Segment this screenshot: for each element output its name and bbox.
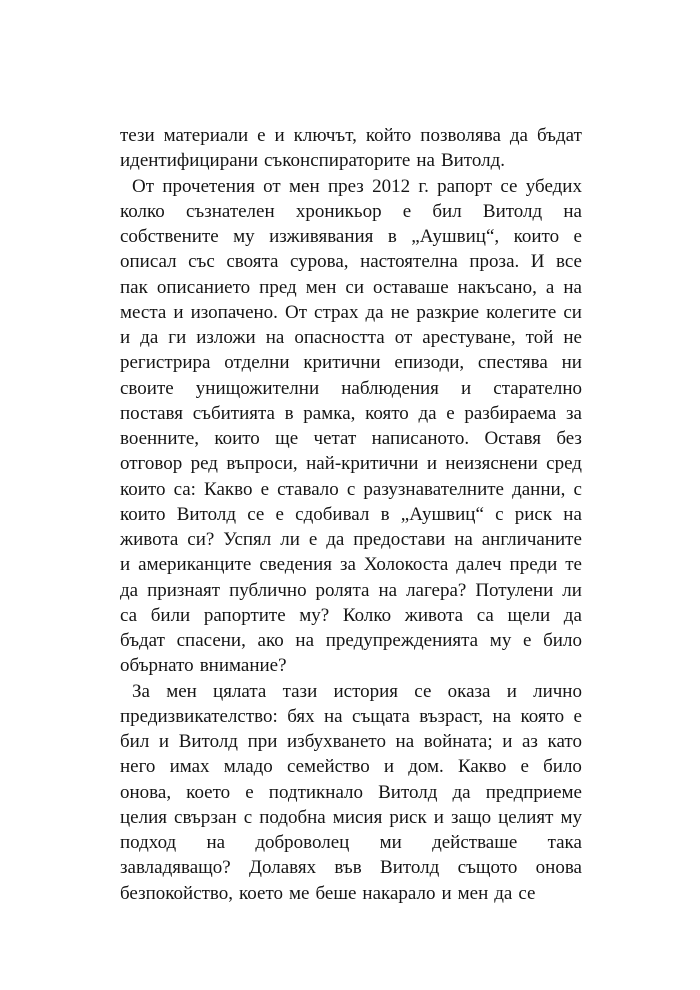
word: които <box>513 226 560 247</box>
word: имах <box>169 756 210 778</box>
word: ни <box>561 352 582 374</box>
word: с <box>243 806 253 828</box>
word: се <box>247 503 265 525</box>
word: е <box>275 503 284 525</box>
word: които <box>120 478 166 500</box>
text-line <box>120 780 582 805</box>
word: Витолд <box>378 781 438 803</box>
text-line <box>120 679 582 704</box>
word: Какво <box>457 756 507 778</box>
word: е <box>446 402 455 424</box>
word: същото <box>457 857 518 879</box>
word: са <box>120 604 138 626</box>
word: проза. <box>469 251 520 273</box>
word: на <box>563 276 582 298</box>
word: 2012 <box>372 175 411 197</box>
word: щели <box>507 604 551 626</box>
word: и <box>502 731 513 752</box>
word: е <box>245 781 254 803</box>
text-line <box>120 628 582 653</box>
word: ме <box>289 882 310 904</box>
word: старателно <box>493 377 582 399</box>
word: на <box>563 503 582 525</box>
text-line <box>120 123 582 148</box>
word: е <box>523 630 532 651</box>
word: публично <box>229 579 307 601</box>
word: младо <box>223 756 273 778</box>
word: си? <box>187 529 215 550</box>
word: му? <box>299 604 330 626</box>
word: да <box>509 125 528 146</box>
word: изопачено. <box>190 301 278 323</box>
word: и <box>158 731 170 752</box>
text-line <box>120 729 582 754</box>
word: страх <box>314 301 359 323</box>
word: да <box>418 402 437 424</box>
word: своите <box>120 377 174 399</box>
word: хроникьор <box>295 200 382 222</box>
text-line <box>120 451 582 476</box>
word: да <box>326 529 345 550</box>
word: За <box>132 680 150 702</box>
word: внимание? <box>199 655 287 677</box>
word: които <box>214 428 260 449</box>
word: Витолд. <box>440 150 506 172</box>
word: и <box>433 806 444 828</box>
word: ще <box>275 428 299 449</box>
word: да <box>365 301 384 323</box>
word: е <box>308 529 318 550</box>
word: със <box>188 251 215 273</box>
word: безпокойство, <box>120 882 234 904</box>
body-text <box>120 123 582 906</box>
word: неизяснени <box>445 453 538 475</box>
word: било <box>543 756 582 778</box>
word: да <box>452 781 471 803</box>
word: са <box>476 604 494 626</box>
word: Колко <box>342 604 392 626</box>
word: свързан <box>174 806 237 828</box>
text-line <box>120 653 582 678</box>
word: е <box>257 125 266 146</box>
word: далеч <box>456 554 502 576</box>
word: оказа <box>447 680 491 702</box>
word: който <box>365 125 412 146</box>
text-line <box>120 199 582 224</box>
word: онова <box>535 857 582 879</box>
word: убедих <box>525 175 582 197</box>
word: избухването <box>287 731 386 752</box>
text-line <box>120 401 582 426</box>
text-line <box>120 527 582 552</box>
word: колко <box>120 200 165 222</box>
word: в <box>284 402 294 424</box>
word: завладяващо? <box>120 857 231 879</box>
word: Холокоста <box>363 554 449 576</box>
word: е <box>573 226 582 247</box>
word: на <box>492 705 512 727</box>
word: материали <box>163 125 249 146</box>
word: войната; <box>423 731 493 752</box>
word: за <box>339 554 356 576</box>
word: на <box>395 731 415 752</box>
word: и <box>120 327 131 348</box>
word: бил <box>120 731 150 752</box>
word: спестява <box>477 352 548 374</box>
text-line <box>120 552 582 577</box>
word: се <box>414 680 432 702</box>
word: Витолд <box>482 200 543 222</box>
word: му <box>233 226 255 247</box>
text-line <box>120 350 582 375</box>
word: от <box>394 327 413 348</box>
word: наблюдения <box>341 377 439 399</box>
word: признаят <box>147 579 221 601</box>
word: лично <box>533 680 582 702</box>
word: мен <box>457 882 489 904</box>
word: англичаните <box>481 529 582 550</box>
word: са: <box>173 478 196 500</box>
word: защо <box>451 806 492 828</box>
word: събитията <box>192 402 275 424</box>
word: които <box>120 503 166 525</box>
word: като <box>547 731 582 752</box>
word: се <box>518 882 536 904</box>
word: прочетения <box>162 175 255 197</box>
text-line <box>120 578 582 603</box>
word: на <box>563 200 582 222</box>
word: доброволец <box>255 832 350 853</box>
word: на <box>265 327 285 348</box>
word: онова, <box>120 781 172 803</box>
word: без <box>556 428 582 449</box>
word: ги <box>168 327 187 348</box>
word: на <box>206 832 226 853</box>
word: цялата <box>213 680 267 702</box>
word: настоятелна <box>360 251 458 273</box>
word: американците <box>138 554 252 576</box>
text-line <box>120 325 582 350</box>
word: ключът, <box>293 125 357 146</box>
word: той <box>525 327 554 348</box>
word: бил <box>432 200 462 222</box>
word: собствените <box>120 226 219 247</box>
paragraph <box>120 174 582 679</box>
word: описал <box>120 251 177 273</box>
word: преди <box>509 554 558 576</box>
word: него <box>120 756 156 778</box>
word: дом. <box>408 756 444 778</box>
word: бъдат <box>536 125 582 146</box>
word: в <box>380 503 390 525</box>
word: поставя <box>120 402 184 424</box>
text-line <box>120 603 582 628</box>
word: аз <box>521 731 538 752</box>
word: и <box>120 554 131 576</box>
word: регистрира <box>120 352 211 374</box>
word: му <box>560 806 582 828</box>
word: риск <box>389 806 427 828</box>
word: на <box>416 150 435 172</box>
word: било <box>543 630 582 651</box>
text-line <box>120 704 582 729</box>
text-line <box>120 426 582 451</box>
word: което <box>186 781 231 803</box>
word: спасени, <box>176 630 246 651</box>
word: места <box>120 301 167 323</box>
word: предизвикателство: <box>120 705 278 727</box>
word: е <box>573 705 582 727</box>
text-line <box>120 830 582 855</box>
word: накъсано, <box>457 276 537 298</box>
word: ли <box>280 529 300 550</box>
word: подобна <box>259 806 326 828</box>
word: написаното. <box>371 428 470 449</box>
word: четат <box>313 428 357 449</box>
word: от <box>263 175 281 197</box>
word: риск <box>514 503 553 525</box>
word: подтикнало <box>268 781 364 803</box>
paragraph <box>120 123 582 174</box>
word: не <box>390 301 410 323</box>
word: рамка, <box>303 402 356 424</box>
word: да <box>563 604 582 626</box>
word: сред <box>546 453 582 475</box>
word: с <box>346 478 356 500</box>
text-line <box>120 174 582 199</box>
word: рапортите <box>203 604 286 626</box>
word: семейство <box>286 756 370 778</box>
word: най-критични <box>306 453 419 475</box>
word: във <box>334 857 362 879</box>
word: накарало <box>362 882 436 904</box>
word: Успял <box>223 529 272 550</box>
word: мисия <box>332 806 383 828</box>
word: предостави <box>353 529 446 550</box>
text-line <box>120 300 582 325</box>
word: в <box>387 226 397 247</box>
text-line <box>120 477 582 502</box>
word: и <box>426 453 437 475</box>
word: за <box>565 402 582 424</box>
word: Витолд <box>178 731 238 752</box>
word: обърнато <box>120 655 194 677</box>
word: и <box>383 756 395 778</box>
text-line <box>120 855 582 880</box>
word: разузнавателните <box>363 478 504 500</box>
word: предприеме <box>485 781 582 803</box>
word: мен <box>166 680 197 702</box>
word: критични <box>303 352 381 374</box>
word: Витолд <box>176 503 236 525</box>
word: колегите <box>486 301 557 323</box>
word: мен <box>289 175 320 197</box>
word: не <box>563 327 582 348</box>
text-line <box>120 148 582 173</box>
text-line <box>120 376 582 401</box>
word: Оставя <box>484 428 542 449</box>
word: съзнателен <box>185 200 275 222</box>
word: изживявания <box>269 226 374 247</box>
word: което <box>239 882 284 904</box>
word: описанието <box>156 276 251 298</box>
word: ми <box>379 832 402 853</box>
word: унищожителни <box>195 377 320 399</box>
word: предупрежденията <box>325 630 479 651</box>
word: рапорт <box>437 175 493 197</box>
word: и <box>461 377 472 399</box>
text-line <box>120 502 582 527</box>
word: с <box>573 478 582 500</box>
word: и <box>274 125 285 146</box>
word: отговор <box>120 453 183 475</box>
word: арестуване, <box>422 327 516 348</box>
word: отделни <box>224 352 290 374</box>
word: „Аушвиц“ <box>400 503 484 525</box>
word: пред <box>259 276 297 298</box>
word: съконспираторите <box>264 150 411 172</box>
word: разбираема <box>464 402 557 424</box>
word: оставаше <box>373 276 449 298</box>
word: целият <box>498 806 554 828</box>
word: през <box>327 175 364 197</box>
word: ред <box>190 453 218 475</box>
text-line <box>120 881 582 906</box>
word: ролята <box>315 579 370 601</box>
word: епизоди, <box>394 352 465 374</box>
word: лагера? <box>406 579 467 601</box>
paragraph <box>120 679 582 906</box>
text-line <box>120 249 582 274</box>
text-line <box>120 224 582 249</box>
word: с <box>495 503 504 525</box>
text-line <box>120 754 582 779</box>
word: на <box>454 529 473 550</box>
word: данни, <box>512 478 566 500</box>
word: на <box>324 705 343 727</box>
word: при <box>247 731 278 752</box>
word: същата <box>352 705 410 727</box>
word: живота <box>120 529 179 550</box>
word: пак <box>120 276 148 298</box>
word: и <box>173 301 184 323</box>
word: „Аушвиц“, <box>411 226 500 247</box>
word: бях <box>287 705 315 727</box>
word: се <box>500 175 518 197</box>
word: на <box>295 630 315 651</box>
word: на <box>378 579 398 601</box>
word: а <box>545 276 555 298</box>
word: позволява <box>420 125 501 146</box>
word: действаше <box>432 832 518 853</box>
word: мен <box>305 276 337 298</box>
word: която <box>520 705 565 727</box>
word: да <box>494 882 513 904</box>
word: разкрие <box>416 301 480 323</box>
word: подход <box>120 832 177 853</box>
word: сведения <box>259 554 332 576</box>
word: и <box>441 882 452 904</box>
word: възраст, <box>419 705 484 727</box>
word: е <box>260 478 269 500</box>
word: ли <box>562 579 582 601</box>
text-line <box>120 275 582 300</box>
word: си <box>345 276 364 298</box>
word: опасността <box>294 327 385 348</box>
word: целия <box>120 806 167 828</box>
word: история <box>333 680 399 702</box>
word: ако <box>257 630 284 651</box>
word: въпроси, <box>226 453 298 475</box>
word: изложи <box>196 327 256 348</box>
word: да <box>120 579 139 601</box>
word: И <box>530 251 545 273</box>
word: ставало <box>277 478 339 500</box>
word: която <box>365 402 409 424</box>
word: бъдат <box>120 630 165 651</box>
word: г. <box>418 175 429 197</box>
text-line <box>120 805 582 830</box>
word: Долавях <box>249 857 317 879</box>
word: така <box>547 832 582 853</box>
word: От <box>284 301 307 323</box>
word: тези <box>120 125 155 146</box>
word: да <box>140 327 159 348</box>
word: своята <box>226 251 279 273</box>
word: тази <box>282 680 318 702</box>
word: и <box>506 680 517 702</box>
word: е <box>520 756 529 778</box>
word: Витолд <box>380 857 440 879</box>
word: живота <box>404 604 464 626</box>
word: идентифицирани <box>120 150 258 172</box>
word: били <box>150 604 191 626</box>
word: те <box>565 554 582 576</box>
word: сурова, <box>289 251 349 273</box>
word: Потулени <box>475 579 554 601</box>
word: Какво <box>204 478 253 500</box>
word: все <box>556 251 582 273</box>
word: сдобивал <box>295 503 370 525</box>
word: От <box>132 175 155 197</box>
word: беше <box>315 882 357 904</box>
word: му <box>489 630 512 651</box>
word: е <box>402 200 412 222</box>
word: военните, <box>120 428 199 449</box>
word: си <box>563 301 582 323</box>
